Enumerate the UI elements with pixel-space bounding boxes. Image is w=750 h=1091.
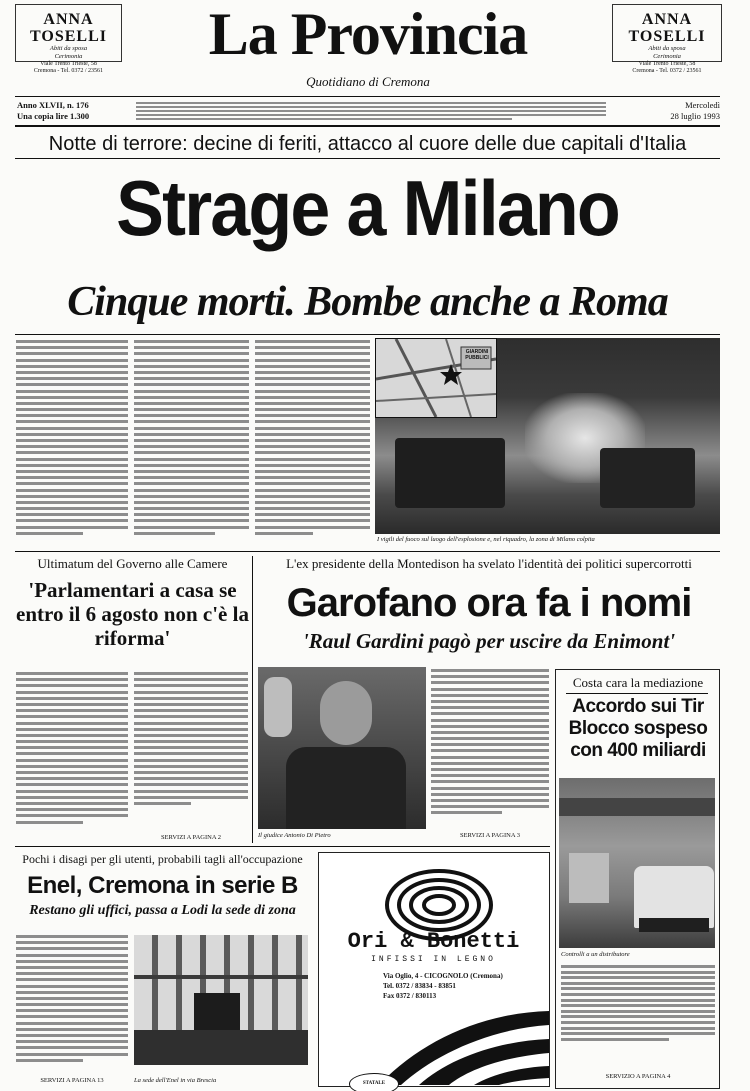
bottom-story-kicker: Pochi i disagi per gli utenti, probabili tagli all'occupazione [22,852,303,866]
inset-map [375,338,497,418]
photo-building-ledge [134,975,308,979]
ad-line: Abiti da sposa [49,45,88,52]
right-story-photo-caption: Controlli a un distributore [561,951,630,958]
advert-address: Via Oglio, 4 - CICOGNOLO (Cremona) [383,972,503,980]
ad-address: Viale Trento Trieste, 58 [638,61,696,67]
right-story-servizi: SERVIZIO A PAGINA 4 [605,1073,671,1080]
masthead-subtitle: Quotidiano di Cremona [306,74,430,89]
masthead-fine-print [136,102,606,122]
advert-phone: Tel. 0372 / 83834 - 83851 [383,982,456,990]
top-story-kicker: Notte di terrore: decine di feriti, attacco al cuore delle due capitali d'Italia [48,133,687,155]
top-story-body-col2 [134,340,249,538]
ad-name: TOSELLI [628,28,706,45]
ad-name: TOSELLI [30,28,107,45]
bottom-story-photo-caption: La sede dell'Enel in via Brescia [134,1077,217,1084]
photo-hand [264,677,292,737]
ad-line: Abiti da sposa [648,45,686,52]
right-story-kicker: Costa cara la mediazione [572,675,704,690]
rule [15,846,550,847]
photo-street [134,1030,308,1065]
bottom-story-servizi: SERVIZI A PAGINA 13 [40,1077,104,1084]
ad-address: Cremona - Tel. 0372 / 23561 [33,68,104,74]
left-story-kicker: Ultimatum del Governo alle Camere [37,556,228,571]
center-story-subhead: 'Raul Gardini pagò per uscire da Enimont' [302,629,676,653]
bottom-story-subhead: Restano gli uffici, passa a Lodi la sede di zona [29,903,296,918]
top-story-headline: Strage a Milano [116,164,619,252]
issue-price: Una copia lire 1.300 [17,111,90,121]
rule [15,125,720,127]
right-story-headline: Accordo sui Tir Blocco sospeso con 400 miliardi [568,696,708,761]
right-story-body [561,965,715,1043]
center-story-kicker: L'ex presidente della Montedison ha svelato l'identità dei politici supercorrotti [286,556,692,571]
left-story-headline: 'Parlamentari a casa se entro il 6 agosto non c'è la riforma' [16,578,249,650]
ad-address: Cremona - Tel. 0372 / 23561 [632,68,702,74]
bottom-story-headline: Enel, Cremona in serie B [27,872,298,899]
advert-box [318,852,550,1087]
photo-canopy [559,798,715,816]
top-story-body-col1 [16,340,128,538]
rule [15,96,720,97]
center-story-body [431,669,549,818]
top-story-photo [375,338,720,534]
advert-wave-graphic-icon [379,1003,549,1085]
photo-pump [569,853,609,903]
rule [15,551,720,552]
top-story-photo-caption: I vigili del fuoco sul luogo dell'esplosione e, nel riquadro, la zona di Milano colpita [377,536,595,543]
column-rule [252,556,253,843]
advert-stamp: STATALE [349,1073,399,1091]
advert-fax: Fax 0372 / 830113 [383,992,437,1000]
ad-line: Cerimonia [653,53,681,60]
photo-face [320,681,372,745]
ad-address: Viale Trento Trieste, 58 [40,61,97,67]
advert-tag: INFISSI IN LEGNO [371,955,496,964]
right-story-photo [559,778,715,948]
left-story-body-col2 [134,672,248,808]
rule [15,158,720,159]
ear-ad-right [612,4,722,74]
center-story-headline: Garofano ora fa i nomi [286,581,692,625]
rule [566,693,708,694]
issue-number: Anno XLVII, n. 176 [17,100,89,110]
ad-name: ANNA [641,11,693,28]
issue-weekday: Mercoledì [685,100,720,110]
photo-truck [395,438,505,508]
center-story-photo-caption: Il giudice Antonio Di Pietro [258,832,331,839]
ear-ad-left [15,4,122,74]
bottom-story-photo [134,935,308,1065]
center-story-servizi: SERVIZI A PAGINA 3 [459,832,521,839]
center-story-photo [258,667,426,829]
masthead-title: La Provincia [208,1,528,67]
left-story-servizi: SERVIZI A PAGINA 2 [160,834,222,841]
ad-line: Cerimonia [54,53,83,60]
issue-date: 28 luglio 1993 [670,111,720,121]
map-label: GIARDINI PUBBLICI [465,349,489,361]
photo-truck [600,448,695,508]
left-story-body-col1 [16,672,128,827]
top-story-body-col3 [255,340,370,538]
advert-brand: Ori & Bonetti [347,929,520,954]
photo-suit [286,747,406,829]
photo-car-bumper [639,918,709,932]
bottom-story-body [16,935,128,1065]
rule [15,334,720,335]
ad-name: ANNA [43,11,94,28]
top-story-subhead: Cinque morti. Bombe anche a Roma [67,279,668,325]
photo-entrance [194,993,240,1030]
